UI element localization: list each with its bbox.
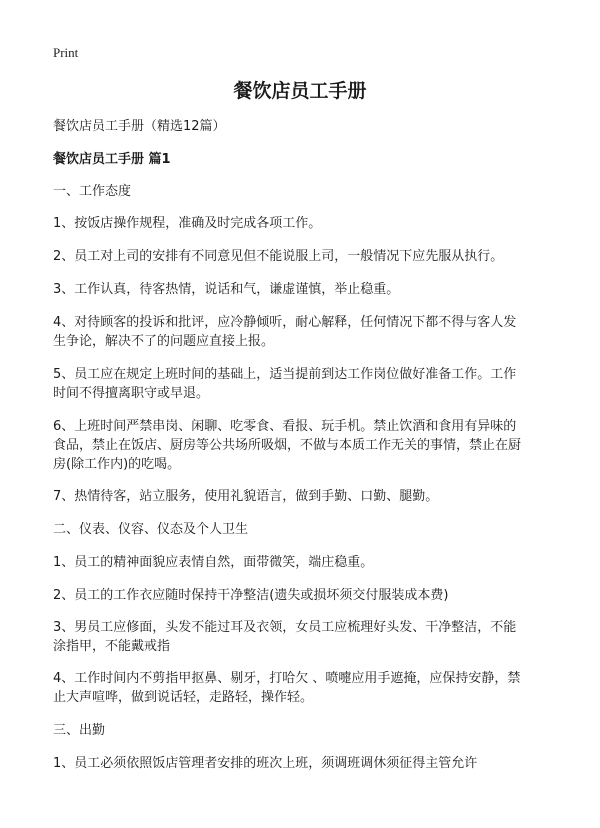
print-link[interactable]: Print	[53, 45, 79, 60]
paragraph: 7、热情待客，站立服务，使用礼貌语言，做到手勤、口勤、腿勤。	[53, 489, 439, 504]
paragraph: 2、员工的工作衣应随时保持干净整洁(遗失或损坏须交付服装成本费)	[53, 588, 449, 603]
paragraph: 6、上班时间严禁串岗、闲聊、吃零食、看报、玩手机。禁止饮酒和食用有异味的 食品，禁止在饭店、厨房等公共场所吸烟，不做与本质工作无关的事情，禁止在厨 房(除工作内)的吃喝。	[53, 419, 522, 472]
paragraph: 3、工作认真，待客热情，说话和气，谦虚谨慎，举止稳重。	[53, 282, 400, 297]
paragraph: 2、员工对上司的安排有不同意见但不能说服上司，一般情况下应先服从执行。	[53, 249, 504, 264]
paragraph: 1、员工的精神面貌应表情自然，面带微笑，端庄稳重。	[53, 555, 374, 570]
page-title: 餐饮店员工手册	[233, 80, 367, 102]
paragraph: 4、对待顾客的投诉和批评，应冷静倾听，耐心解释，任何情况下都不得与客人发 生争论，解决不了的问题应直接上报。	[53, 315, 517, 349]
paragraph: 3、男员工应修面，头发不能过耳及衣领，女员工应梳理好头发、干净整洁，不能 涂指甲，不能戴戒指	[53, 620, 517, 654]
paragraph: 4、工作时间内不剪指甲抠鼻、剔牙，打哈欠 、喷嚏应用手遮掩，应保持安静，禁 止大声喧哗，做到说话轻，走路轻，操作轻。	[53, 671, 521, 705]
document-body	[53, 117, 553, 773]
paragraph: 三、出勤	[53, 723, 106, 738]
paragraph: 1、按饭店操作规程，准确及时完成各项工作。	[53, 216, 322, 231]
paragraph: 1、员工必须依照饭店管理者安排的班次上班，须调班调休须征得主管允许	[53, 756, 478, 771]
paragraph: 5、员工应在规定上班时间的基础上，适当提前到达工作岗位做好准备工作。工作 时间不得擅离职守或早退。	[53, 367, 517, 401]
paragraph: 二、仪表、仪容、仪态及个人卫生	[53, 522, 249, 537]
paragraph: 一、工作态度	[53, 184, 132, 199]
document-subtitle: 餐饮店员工手册（精选12篇）	[53, 119, 226, 134]
section-heading: 餐饮店员工手册 篇1	[53, 152, 171, 167]
